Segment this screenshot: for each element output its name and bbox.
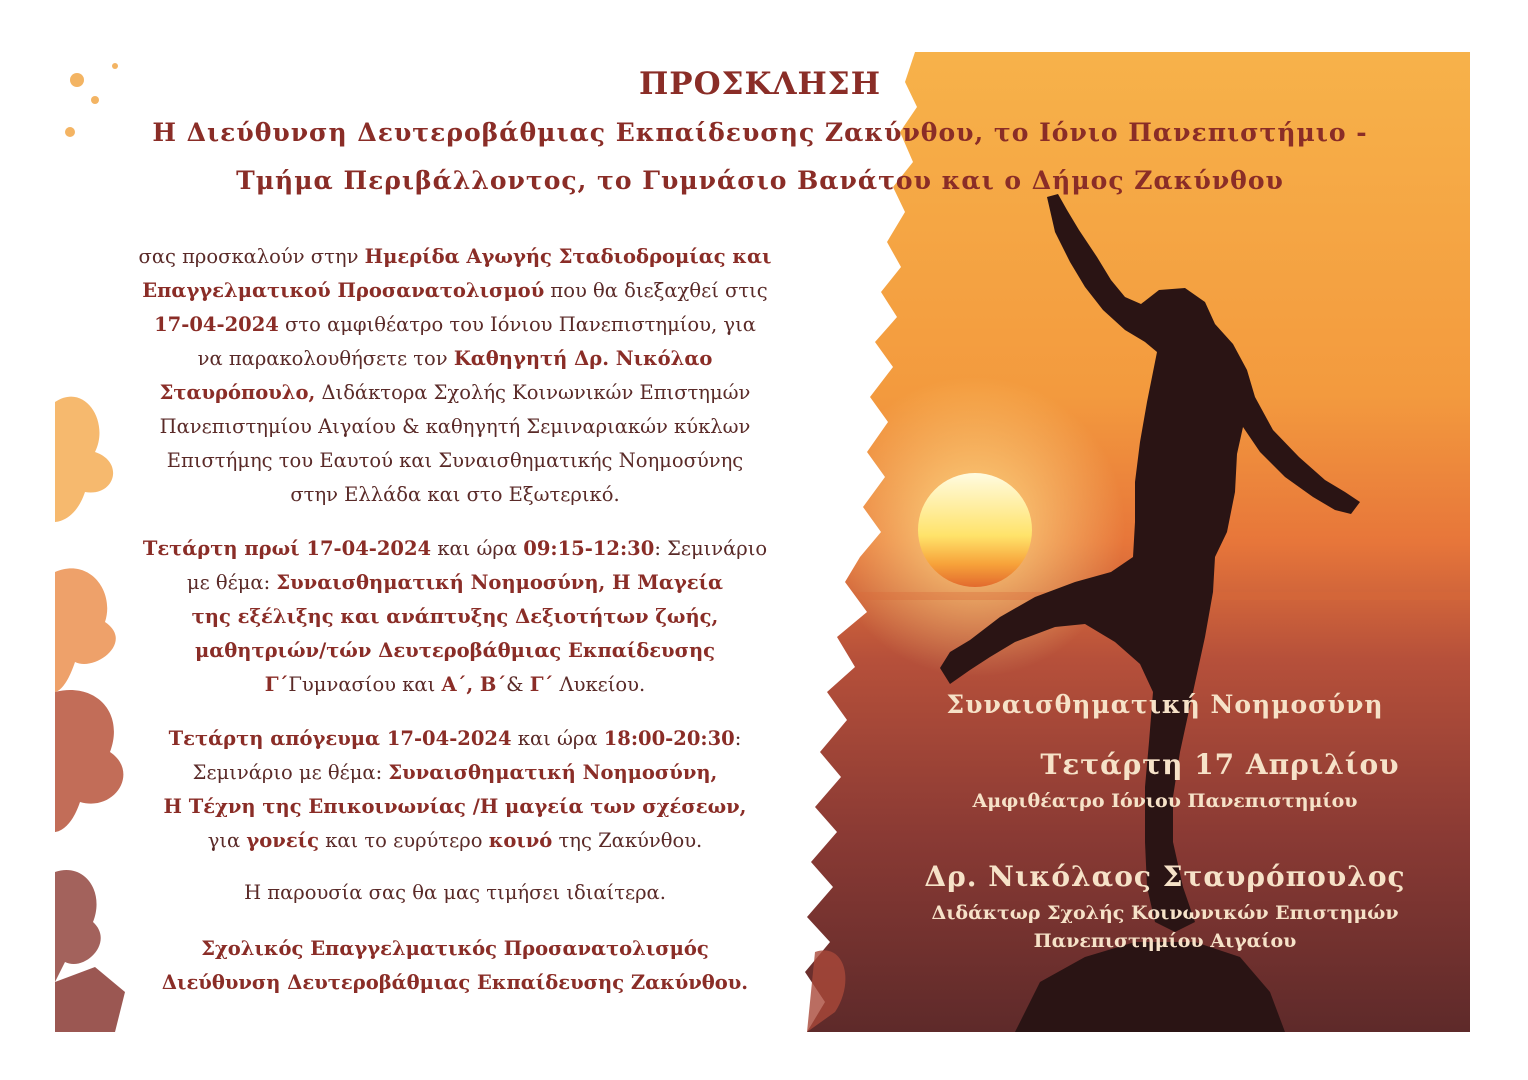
- invitation-title: ΠΡΟΣΚΛΗΣΗ: [639, 66, 881, 102]
- event-date: Τετάρτη 17 Απριλίου: [1040, 748, 1400, 781]
- signature-block: Σχολικός Επαγγελματικός Προσανατολισμός Διεύθυνση Δευτεροβάθμιας Εκπαίδευσης Ζακύνθου.: [161, 937, 749, 994]
- speaker-title-line-1: Διδάκτωρ Σχολής Κοινωνικών Επιστημών: [931, 902, 1399, 924]
- speaker-name: Δρ. Νικόλαος Σταυρόπουλος: [924, 860, 1406, 893]
- sun-shape: [918, 473, 1032, 587]
- organizers-line-2: Τμήμα Περιβάλλοντος, το Γυμνάσιο Βανάτου και ο Δήμος Ζακύνθου: [236, 166, 1284, 195]
- organizers-line-1: Η Διεύθυνση Δευτεροβάθμιας Εκπαίδευσης Ζακύνθου, το Ιόνιο Πανεπιστήμιο -: [152, 118, 1368, 147]
- invitation-poster: [55, 52, 1470, 1032]
- event-venue: Αμφιθέατρο Ιόνιου Πανεπιστημίου: [972, 790, 1358, 812]
- invitation-paragraph: σας προσκαλούν στην Ημερίδα Αγωγής Σταδιοδρομίας και Επαγγελματικού Προσανατολισμού που θα διεξαχθεί στις 17-04-2024 στο αμφιθέατρο του Ιόνιου Πανεπιστημίου, για να παρακολουθήσετε τον Καθηγητή Δρ. Νικόλαο Σταυρόπουλο, Διδάκτορα Σχολής Κοινωνικών Επιστημών Πανεπιστημίου Αιγαίου & καθηγητή Σεμιναριακών κύκλων Επιστήμης του Εαυτού και Συναισθηματικής Νοημοσύνης στην Ελλάδα και στο Εξωτερικό.: [138, 245, 772, 506]
- thanks-line: Η παρουσία σας θα μας τιμήσει ιδιαίτερα.: [244, 881, 666, 904]
- evening-session-paragraph: Τετάρτη απόγευμα 17-04-2024 και ώρα 18:00-20:30: Σεμινάριο με θέμα: Συναισθηματική Νοημοσύνη, Η Τέχνη της Επικοινωνίας /Η μαγεία των σχέσεων, για γονείς και το ευρύτερο κοινό της Ζακύνθου.: [163, 727, 747, 852]
- speaker-title-line-2: Πανεπιστημίου Αιγαίου: [1033, 930, 1297, 952]
- morning-session-paragraph: Τετάρτη πρωί 17-04-2024 και ώρα 09:15-12:30: Σεμινάριο με θέμα: Συναισθηματική Νοημοσύνη, Η Μαγεία της εξέλιξης και ανάπτυξης Δεξιοτήτων ζωής, μαθητριών/τών Δευτεροβάθμιας Εκπαίδευσης Γ΄Γυμνασίου και Α΄, Β΄& Γ΄ Λυκείου.: [142, 537, 768, 696]
- event-topic: Συναισθηματική Νοημοσύνη: [946, 690, 1384, 719]
